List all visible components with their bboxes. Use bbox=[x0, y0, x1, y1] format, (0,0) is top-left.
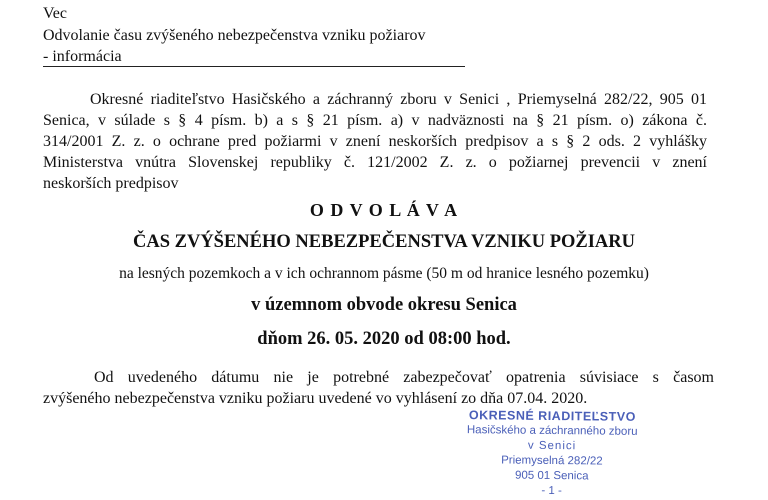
stamp-line: Hasičského a záchranného zboru bbox=[466, 424, 638, 438]
official-stamp bbox=[452, 408, 653, 500]
intro-line: Ministerstva vnútra Slovenskej republiky č. 121/2002 Z. z. o požiarnej prevencii v znení bbox=[43, 154, 707, 171]
subject-line-2: - informácia bbox=[43, 48, 122, 65]
stamp-line: - 1 - bbox=[541, 484, 562, 498]
region-line: v územnom obvode okresu Senica bbox=[251, 295, 517, 315]
intro-line: 314/2001 Z. z. o ochrane pred požiarmi v znení neskorších predpisov a s § 2 ods. 2 vyhlášky bbox=[43, 133, 707, 150]
subject-line-1: Odvolanie času zvýšeného nebezpečenstva vzniku požiarov bbox=[43, 27, 426, 44]
closing-line: Od uvedeného dátumu nie je potrebné zabezpečovať opatrenia súvisiace s časom bbox=[94, 369, 714, 386]
intro-line: Senica, v súlade s § 4 písm. b) a s § 21 písm. a) v nadväznosti na § 21 písm. o) zákona č. bbox=[43, 112, 707, 129]
scope-line: na lesných pozemkoch a v ich ochrannom pásme (50 m od hranice lesného pozemku) bbox=[119, 265, 649, 282]
stamp-line: 905 01 Senica bbox=[514, 469, 589, 483]
subject-underline bbox=[43, 66, 465, 67]
stamp-title: OKRESNÉ RIADITEĽSTVO bbox=[468, 408, 636, 424]
closing-line: zvýšeného nebezpečenstva vzniku požiaru uvedené vo vyhlásení zo dňa 07.04. 2020. bbox=[43, 390, 588, 407]
main-headline: ČAS ZVÝŠENÉHO NEBEZPEČENSTVA VZNIKU POŽIARU bbox=[132, 232, 636, 252]
vec-label: Vec bbox=[43, 5, 67, 22]
stamp-line: Priemyselná 282/22 bbox=[501, 454, 603, 468]
verb-heading: O D V O L Á V A bbox=[309, 200, 459, 220]
intro-line: Okresné riaditeľstvo Hasičského a záchranný zboru v Senici , Priemyselná 282/22, 905 01 bbox=[90, 91, 707, 108]
intro-line: neskorších predpisov bbox=[43, 175, 179, 192]
stamp-line: v Senici bbox=[527, 439, 577, 453]
date-line: dňom 26. 05. 2020 od 08:00 hod. bbox=[257, 329, 511, 349]
